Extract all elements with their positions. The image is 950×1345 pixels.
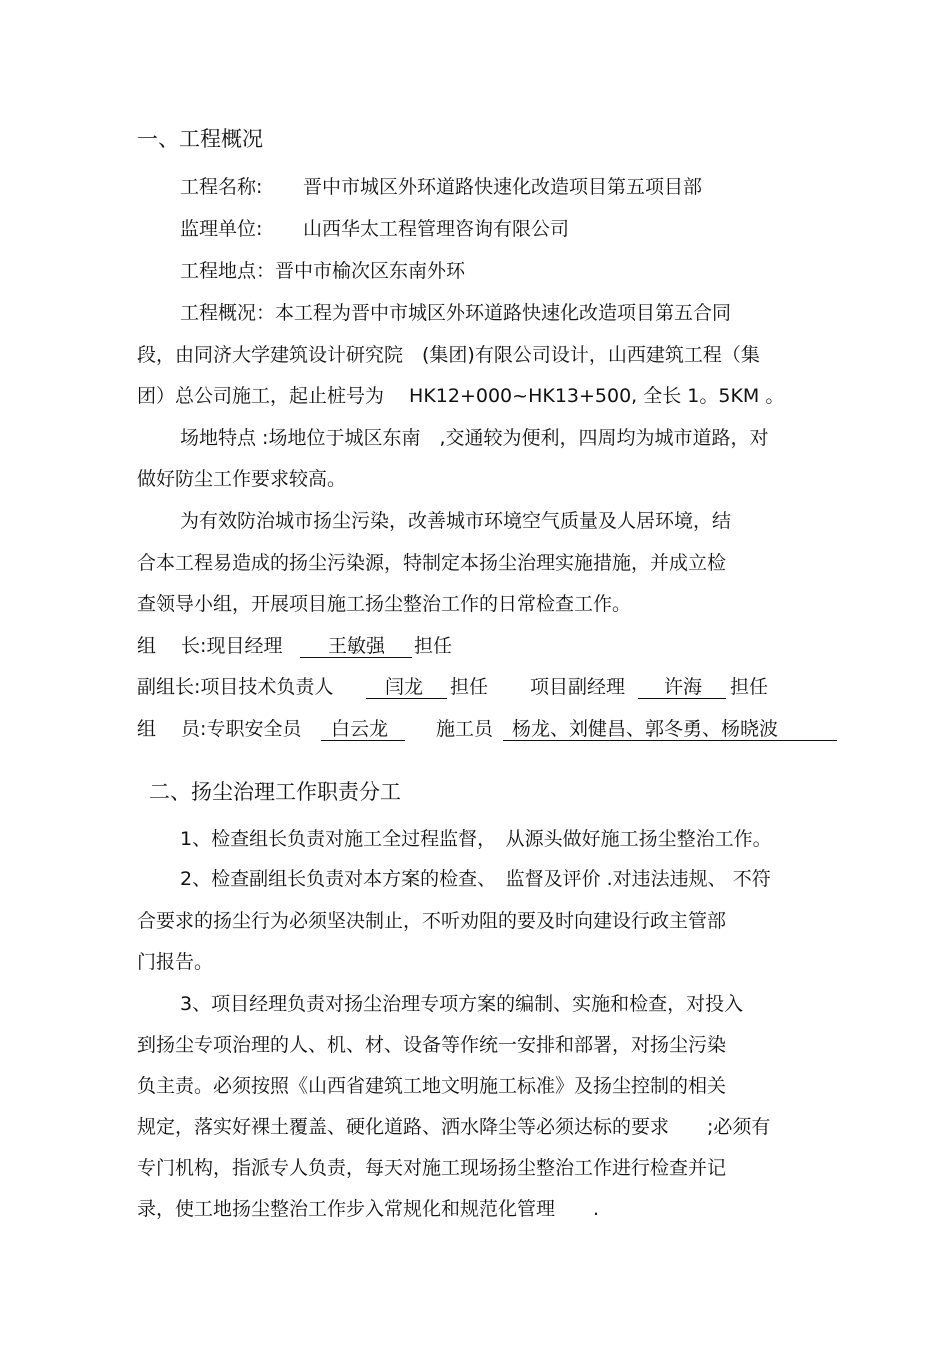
duty-item-3-line: 负主责。必须按照《山西省建筑工地文明施工标准》及扬尘控制的相关: [137, 1075, 727, 1097]
deputy-underline: [366, 698, 447, 699]
duty-item-1: 1、检查组长负责对施工全过程监督， 从源头做好施工扬尘整治工作。: [180, 828, 772, 850]
supervisor-label: 监理单位:: [180, 218, 263, 240]
duty-item-3-line: 到扬尘专项治理的人、机、材、设备等作统一安排和部署，对扬尘污染: [137, 1034, 727, 1056]
worker-names: 杨龙、刘健昌、郭冬勇、杨晓波: [512, 718, 779, 740]
member-label: 组 员:专职安全员: [137, 718, 302, 740]
leader-suffix: 担任: [414, 635, 453, 657]
duty-item-3-line: 录，使工地扬尘整治工作步入常规化和规范化管理 .: [137, 1198, 600, 1220]
location-line: 工程地点：晋中市榆次区东南外环: [180, 260, 466, 282]
purpose-line: 为有效防治城市扬尘污染，改善城市环境空气质量及人居环境，结: [180, 510, 732, 532]
deputy2-underline: [638, 698, 726, 699]
section-heading: 一、工程概况: [137, 127, 263, 151]
purpose-line: 合本工程易造成的扬尘污染源，特制定本扬尘治理实施措施，并成立检: [137, 552, 727, 574]
leader-label: 组 长:现目经理: [137, 635, 283, 657]
member-underline: [321, 740, 405, 741]
duty-item-2-line: 合要求的扬尘行为必须坚决制止，不听劝阻的要及时向建设行政主管部: [137, 910, 727, 932]
worker-underline: [503, 740, 837, 741]
project-name-value: 晋中市城区外环道路快速化改造项目第五项目部: [303, 176, 703, 198]
supervisor-value: 山西华太工程管理咨询有限公司: [303, 218, 570, 240]
deputy-name: 闫龙: [385, 676, 424, 698]
member-name: 白云龙: [331, 718, 389, 740]
duty-item-3-line: 专门机构，指派专人负责，每天对施工现场扬尘整治工作进行检查并记: [137, 1157, 727, 1179]
duty-item-3-line: 规定，落实好裸土覆盖、硬化道路、洒水降尘等必须达标的要求 ;必须有: [137, 1116, 771, 1138]
deputy-suffix: 担任: [450, 676, 489, 698]
duty-item-2-line: 2、检查副组长负责对本方案的检查、 监督及评价 .对违法违规、 不符: [180, 868, 771, 890]
deputy2-suffix: 担任: [730, 676, 769, 698]
leader-name: 王敏强: [328, 635, 386, 657]
deputy-label: 副组长:项目技术负责人: [137, 676, 334, 698]
duty-item-2-line: 门报告。: [137, 951, 214, 973]
overview-line: 段，由同济大学建筑设计研究院 (集团)有限公司设计，山西建筑工程（集: [137, 344, 760, 366]
purpose-line: 查领导小组，开展项目施工扬尘整治工作的日常检查工作。: [137, 593, 632, 615]
overview-line: 团）总公司施工，起止桩号为 HK12+000~HK13+500, 全长 1。5KM 。: [137, 385, 785, 407]
overview-line: 工程概况：本工程为晋中市城区外环道路快速化改造项目第五合同: [180, 302, 732, 324]
project-name-label: 工程名称:: [180, 176, 263, 198]
site-line: 做好防尘工作要求较高。: [137, 468, 347, 490]
deputy2-label: 项目副经理: [530, 676, 626, 698]
worker-label: 施工员: [436, 718, 494, 740]
section-heading: 二、扬尘治理工作职责分工: [149, 780, 401, 804]
leader-underline: [300, 657, 412, 658]
site-line: 场地特点 :场地位于城区东南 ,交通较为便利，四周均为城市道路，对: [180, 427, 769, 449]
deputy2-name: 许海: [664, 676, 703, 698]
duty-item-3-line: 3、项目经理负责对扬尘治理专项方案的编制、实施和检查，对投入: [180, 993, 744, 1015]
